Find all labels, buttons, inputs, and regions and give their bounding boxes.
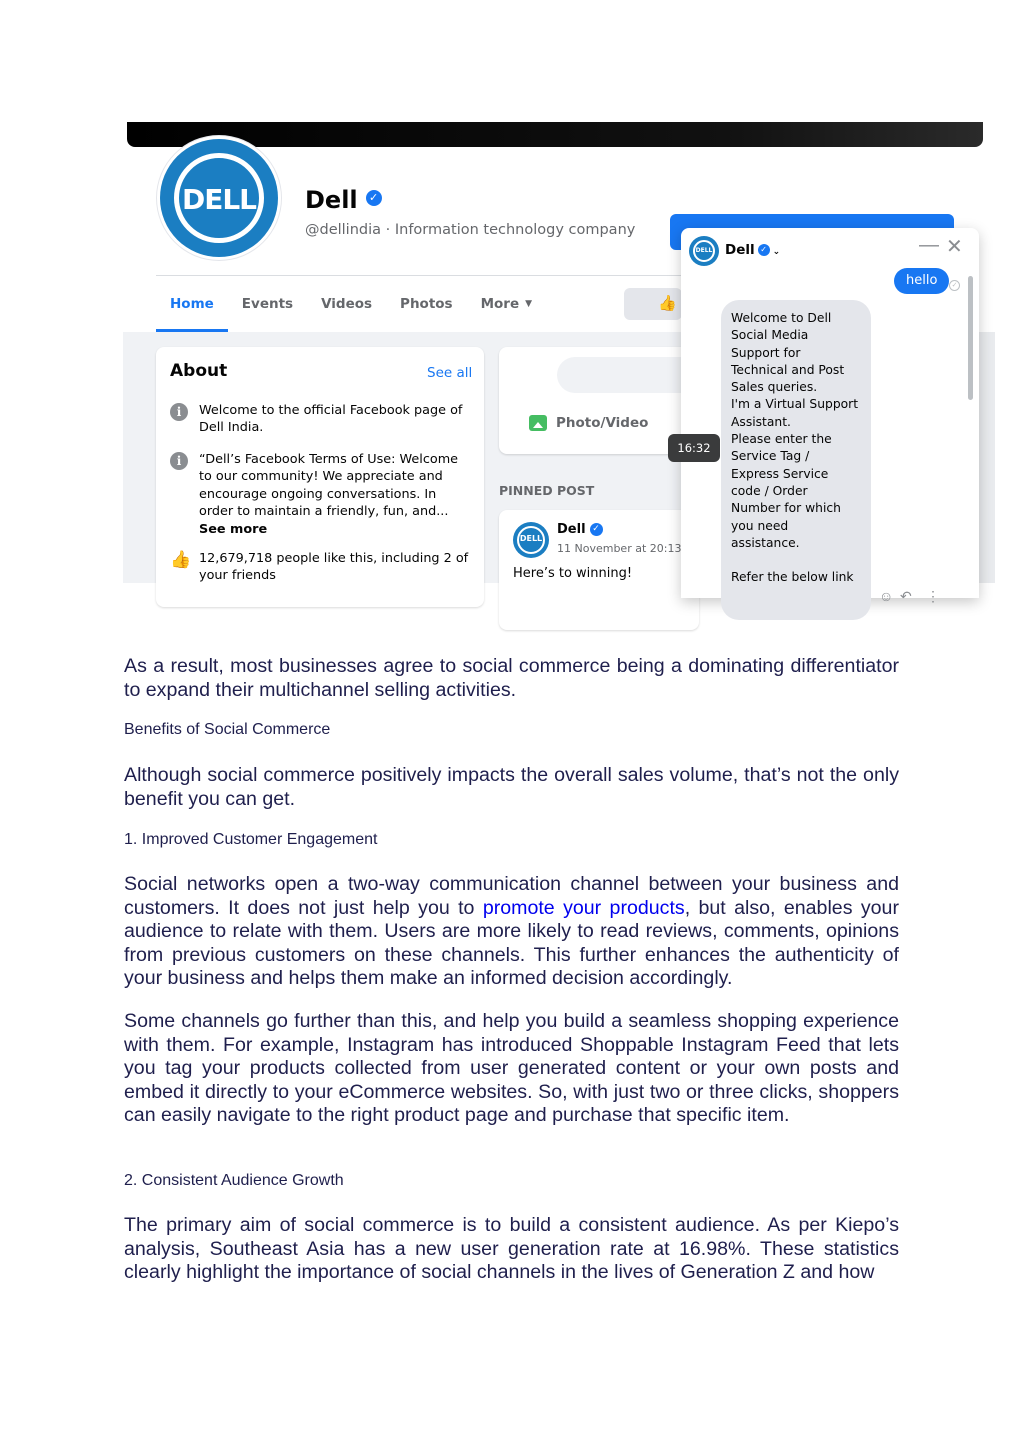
page-name: Dell xyxy=(305,186,358,214)
dell-logo-text: DELL xyxy=(181,183,257,216)
about-card xyxy=(156,347,484,607)
chat-avatar[interactable] xyxy=(689,236,719,266)
chat-message-line: you need xyxy=(731,518,789,533)
paragraph-intro: As a result, most businesses agree to social commerce being a dominating differentiator to expand their multichannel selling activities. xyxy=(124,655,899,701)
tab-photos[interactable]: Photos xyxy=(400,296,453,312)
engagement-text-start: Social networks open a two-way communication channel between your business and customers. It does not just help you to xyxy=(124,873,899,919)
dell-logo-icon xyxy=(160,139,278,257)
heading-engagement: 1. Improved Customer Engagement xyxy=(124,831,378,848)
pinned-post-card xyxy=(499,510,699,630)
see-more-link[interactable]: See more xyxy=(199,521,268,537)
see-all-link[interactable]: See all xyxy=(427,365,473,381)
minimize-icon[interactable]: — xyxy=(919,234,939,256)
chat-message-line: code / Order xyxy=(731,483,808,498)
chevron-down-icon: ⌄ xyxy=(772,247,781,257)
chat-message-line: Technical and Post xyxy=(731,362,845,377)
tab-more[interactable] xyxy=(467,276,546,332)
chat-message-line: Welcome to Dell xyxy=(731,311,832,325)
chat-message-line: Service Tag / xyxy=(731,449,810,464)
chat-message-line: Social Media xyxy=(731,328,809,343)
about-item-text: 12,679,718 people like this, including 2 of your friends xyxy=(199,551,469,584)
caret-down-icon: ▼ xyxy=(525,299,533,309)
chat-contact-name: Dell xyxy=(725,242,755,258)
messenger-chat-window xyxy=(681,228,979,604)
post-timestamp[interactable]: 11 November at 20:13 xyxy=(557,542,682,555)
promote-products-link[interactable]: promote your products xyxy=(482,896,685,919)
tab-videos[interactable]: Videos xyxy=(321,296,373,312)
chat-message-line: Please enter the xyxy=(731,432,832,447)
about-terms-text: “Dell’s Facebook Terms of Use: Welcome to our community! We appreciate and encourage ongoing conversations. In order to maintain a friendly, fun, and... xyxy=(199,452,459,520)
post-author-name: Dell xyxy=(557,522,586,537)
paragraph-audience-growth: The primary aim of social commerce is to build a consistent audience. As per Kiepo’s analysis, Southeast Asia has a new user generation rate at 16.98%. These statistics clearly highlight the importance of social channels in the lives of Generation Z and how xyxy=(124,1214,899,1284)
page-avatar[interactable] xyxy=(157,136,281,260)
chat-message-line: assistance. xyxy=(731,535,800,550)
chat-header-name[interactable] xyxy=(725,242,780,258)
paragraph-benefits: Although social commerce positively impacts the overall sales volume, that’s not the only benefit you can get. xyxy=(124,764,899,810)
tab-home[interactable]: Home xyxy=(156,276,228,332)
chat-message-line: Express Service xyxy=(731,466,829,481)
chat-message-line: Assistant. xyxy=(731,414,791,429)
dell-logo-text: DELL xyxy=(695,247,713,254)
right-panel-edge xyxy=(979,332,995,583)
chat-message-line: Sales queries. xyxy=(731,380,818,395)
received-message-bubble xyxy=(721,300,871,620)
post-avatar[interactable] xyxy=(513,522,549,558)
info-icon: i xyxy=(170,452,188,470)
about-item-text xyxy=(199,451,469,538)
tab-events[interactable]: Events xyxy=(241,296,294,312)
paragraph-shoppable: Some channels go further than this, and help you build a seamless shopping experience with them. For example, Instagram has introduced Shoppable Instagram Feed that lets you tag your products collected from user generated content or your own posts and embed it directly to your eCommerce websites. So, with just two or three clicks, shoppers can easily navigate to the right product page and purchase that specific item. xyxy=(124,1010,899,1127)
post-text: Here’s to winning! xyxy=(513,566,633,581)
chat-message-line: Refer the below link xyxy=(731,570,854,585)
photo-icon xyxy=(529,415,547,431)
post-author[interactable] xyxy=(557,522,603,537)
chat-message-line: Number for which xyxy=(731,501,841,516)
close-icon[interactable]: ✕ xyxy=(946,236,963,258)
reply-icon[interactable]: ↶ xyxy=(900,588,912,604)
pinned-post-label: PINNED POST xyxy=(499,483,595,498)
page-tabs xyxy=(156,276,546,332)
chat-message-line: I'm a Virtual Support xyxy=(731,397,859,412)
page-subtitle: @dellindia · Information technology company xyxy=(305,222,636,238)
emoji-react-icon[interactable]: ☺ xyxy=(879,588,894,604)
about-title: About xyxy=(170,361,228,381)
about-item-text: Welcome to the official Facebook page of Dell India. xyxy=(199,403,463,436)
thumbs-up-icon: 👍 xyxy=(658,295,677,312)
page-title xyxy=(305,186,382,214)
thumbs-up-icon: 👍 xyxy=(170,550,192,570)
paragraph-engagement xyxy=(124,873,899,991)
dell-logo-text: DELL xyxy=(519,534,543,543)
verified-badge-icon: ✓ xyxy=(758,244,770,256)
heading-audience-growth: 2. Consistent Audience Growth xyxy=(124,1172,344,1189)
info-icon: i xyxy=(170,403,188,421)
photo-video-button[interactable]: Photo/Video xyxy=(556,415,649,431)
more-options-icon[interactable]: ⋮ xyxy=(926,588,940,604)
like-page-button[interactable] xyxy=(624,288,682,320)
chat-message-line xyxy=(731,552,861,569)
chat-message-line: Support for xyxy=(731,345,801,360)
facebook-screenshot xyxy=(123,122,995,604)
seen-check-icon: ✓ xyxy=(949,280,960,291)
tab-more-label: More xyxy=(480,296,520,312)
heading-benefits: Benefits of Social Commerce xyxy=(124,721,331,738)
verified-badge-icon: ✓ xyxy=(590,523,603,536)
create-post-input[interactable] xyxy=(557,357,699,393)
verified-badge-icon: ✓ xyxy=(366,190,382,206)
browser-top-bar xyxy=(127,122,983,147)
engagement-text-end: , but also, enables your audience to relate with them. Users are more likely to read reviews, comments, opinions from previous customers on these channels. This further enhances the authenticity of your business and helps them make an informed decision accordingly. xyxy=(124,896,899,990)
sent-message-bubble: hello xyxy=(894,268,949,294)
chat-scrollbar[interactable] xyxy=(968,276,973,400)
message-timestamp-tooltip: 16:32 xyxy=(668,434,720,462)
